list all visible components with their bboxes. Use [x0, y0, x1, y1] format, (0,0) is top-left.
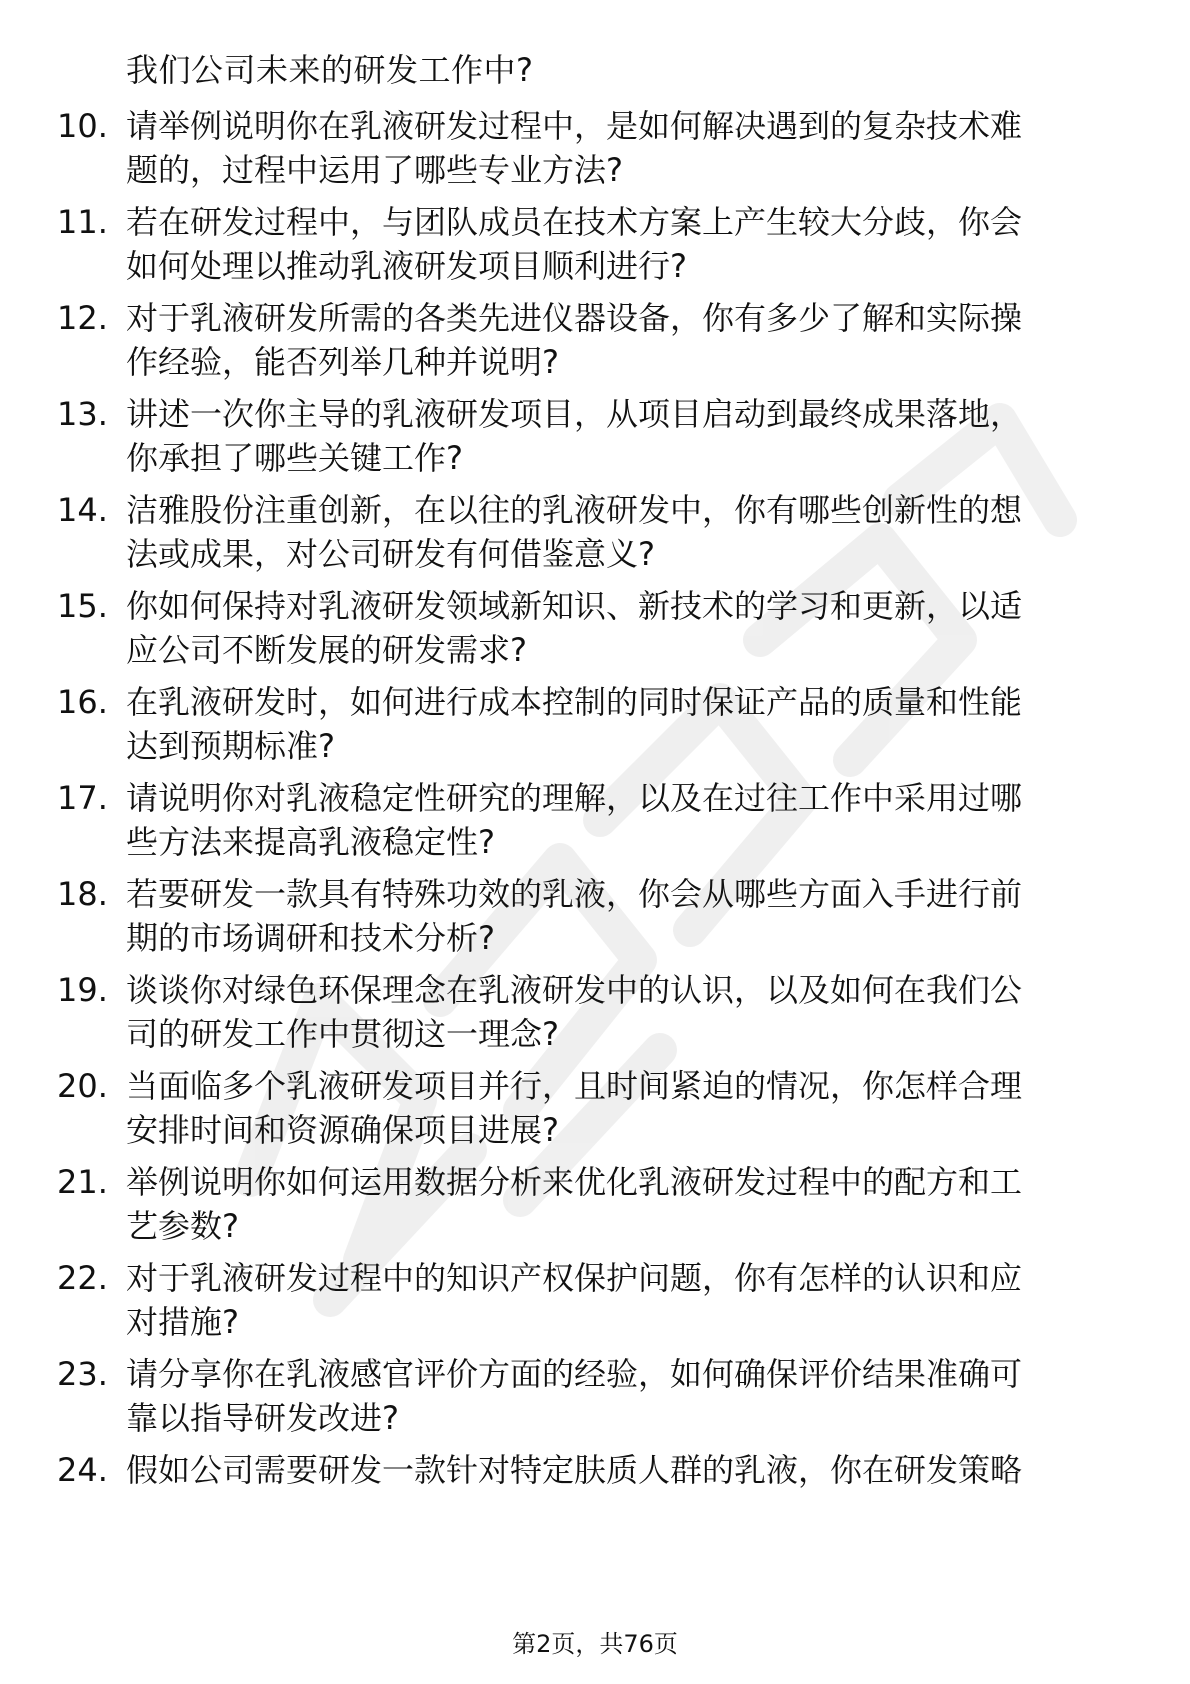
question-line: 举例说明你如何运用数据分析来优化乳液研发过程中的配方和工 — [126, 1163, 1023, 1201]
question-line: 对措施? — [126, 1303, 239, 1341]
question-number: 13. — [57, 395, 108, 433]
question-line: 请举例说明你在乳液研发过程中，是如何解决遇到的复杂技术难 — [126, 107, 1023, 145]
question-number: 11. — [57, 203, 108, 241]
question-number: 18. — [57, 875, 108, 913]
question-line: 些方法来提高乳液稳定性? — [126, 823, 495, 861]
page-footer: 第2页，共76页 — [512, 1630, 678, 1658]
question-number: 10. — [57, 107, 108, 145]
continuation-text: 我们公司未来的研发工作中? — [126, 51, 534, 89]
question-number: 23. — [57, 1355, 108, 1393]
question-number: 20. — [57, 1067, 108, 1105]
question-line: 谈谈你对绿色环保理念在乳液研发中的认识，以及如何在我们公 — [126, 971, 1023, 1009]
question-line: 在乳液研发时，如何进行成本控制的同时保证产品的质量和性能 — [126, 683, 1023, 721]
question-number: 16. — [57, 683, 108, 721]
question-line: 应公司不断发展的研发需求? — [126, 631, 527, 669]
question-line: 当面临多个乳液研发项目并行，且时间紧迫的情况，你怎样合理 — [126, 1067, 1023, 1105]
question-line: 你如何保持对乳液研发领域新知识、新技术的学习和更新，以适 — [126, 587, 1023, 625]
question-line: 安排时间和资源确保项目进展? — [126, 1111, 559, 1149]
question-number: 17. — [57, 779, 108, 817]
question-line: 假如公司需要研发一款针对特定肤质人群的乳液，你在研发策略 — [126, 1451, 1023, 1489]
question-line: 洁雅股份注重创新，在以往的乳液研发中，你有哪些创新性的想 — [126, 491, 1023, 529]
question-line: 对于乳液研发过程中的知识产权保护问题，你有怎样的认识和应 — [126, 1259, 1023, 1297]
question-line: 请分享你在乳液感官评价方面的经验，如何确保评价结果准确可 — [126, 1355, 1023, 1393]
question-number: 19. — [57, 971, 108, 1009]
question-line: 作经验，能否列举几种并说明? — [126, 343, 559, 381]
question-number: 12. — [57, 299, 108, 337]
question-line: 期的市场调研和技术分析? — [126, 919, 495, 957]
question-line: 题的，过程中运用了哪些专业方法? — [126, 151, 623, 189]
question-number: 14. — [57, 491, 108, 529]
question-number: 24. — [57, 1451, 108, 1489]
question-number: 22. — [57, 1259, 108, 1297]
question-line: 法或成果，对公司研发有何借鉴意义? — [126, 535, 655, 573]
question-line: 对于乳液研发所需的各类先进仪器设备，你有多少了解和实际操 — [126, 299, 1023, 337]
question-line: 讲述一次你主导的乳液研发项目，从项目启动到最终成果落地， — [126, 395, 1023, 433]
question-number: 21. — [57, 1163, 108, 1201]
question-line: 达到预期标准? — [126, 727, 335, 765]
question-line: 你承担了哪些关键工作? — [126, 439, 463, 477]
question-line: 艺参数? — [126, 1207, 239, 1245]
question-line: 若在研发过程中，与团队成员在技术方案上产生较大分歧，你会 — [126, 203, 1023, 241]
question-line: 请说明你对乳液稳定性研究的理解，以及在过往工作中采用过哪 — [126, 779, 1023, 817]
question-line: 司的研发工作中贯彻这一理念? — [126, 1015, 559, 1053]
question-number: 15. — [57, 587, 108, 625]
question-line: 若要研发一款具有特殊功效的乳液，你会从哪些方面入手进行前 — [126, 875, 1023, 913]
question-line: 如何处理以推动乳液研发项目顺利进行? — [126, 247, 687, 285]
question-line: 靠以指导研发改进? — [126, 1399, 399, 1437]
